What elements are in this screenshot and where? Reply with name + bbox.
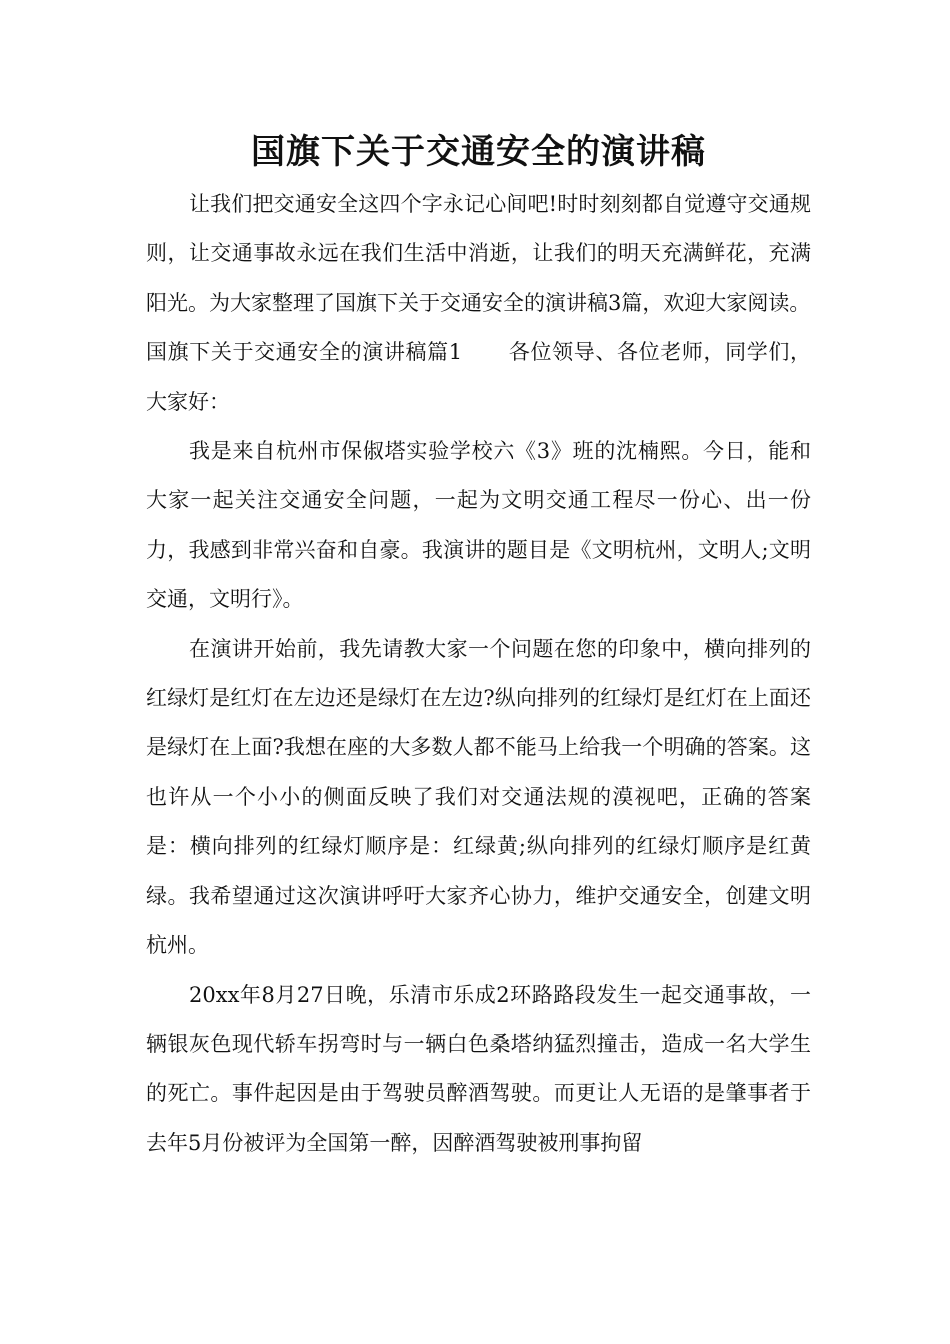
document-title: 国旗下关于交通安全的演讲稿 bbox=[251, 132, 706, 172]
intro-paragraph: 让我们把交通安全这四个字永记心间吧!时时刻刻都自觉遵守交通规则，让交通事故永远在我们生活中消逝，让我们的明天充满鲜花，充满阳光。为大家整理了国旗下关于交通安全的演讲稿3篇，欢迎大家阅读。 bbox=[146, 192, 811, 315]
body-paragraph-2: 在演讲开始前，我先请教大家一个问题在您的印象中，横向排列的红绿灯是红灯在左边还是绿灯在左边?纵向排列的红绿灯是红灯在上面还是绿灯在上面?我想在座的大多数人都不能马上给我一个明确的答案。这也许从一个小小的侧面反映了我们对交通法规的漠视吧，正确的答案是：横向排列的红绿灯顺序是：红绿黄;纵向排列的红绿灯顺序是红黄绿。我希望通过这次演讲呼吁大家齐心协力，维护交通安全，创建文明杭州。 bbox=[146, 636, 811, 958]
document-page bbox=[146, 128, 811, 1168]
body-paragraph-3: 20xx年8月27日晚，乐清市乐成2环路路段发生一起交通事故，一辆银灰色现代轿车拐弯时与一辆白色桑塔纳猛烈撞击，造成一名大学生的死亡。事件起因是由于驾驶员醉酒驾驶。而更让人无语的是肇事者于去年5月份被评为全国第一醉，因醉酒驾驶被刑事拘留 bbox=[146, 982, 811, 1155]
section-heading: 国旗下关于交通安全的演讲稿篇1 bbox=[146, 340, 463, 365]
body-paragraph-1: 我是来自杭州市保俶塔实验学校六《3》班的沈楠熙。今日，能和大家一起关注交通安全问题，一起为文明交通工程尽一份心、出一份力，我感到非常兴奋和自豪。我演讲的题目是《文明杭州，文明人;文明交通，文明行》。 bbox=[146, 439, 811, 612]
section-heading-line bbox=[146, 328, 811, 427]
greeting: 各位领导、各位老师，同学们，大家好： bbox=[146, 340, 811, 414]
